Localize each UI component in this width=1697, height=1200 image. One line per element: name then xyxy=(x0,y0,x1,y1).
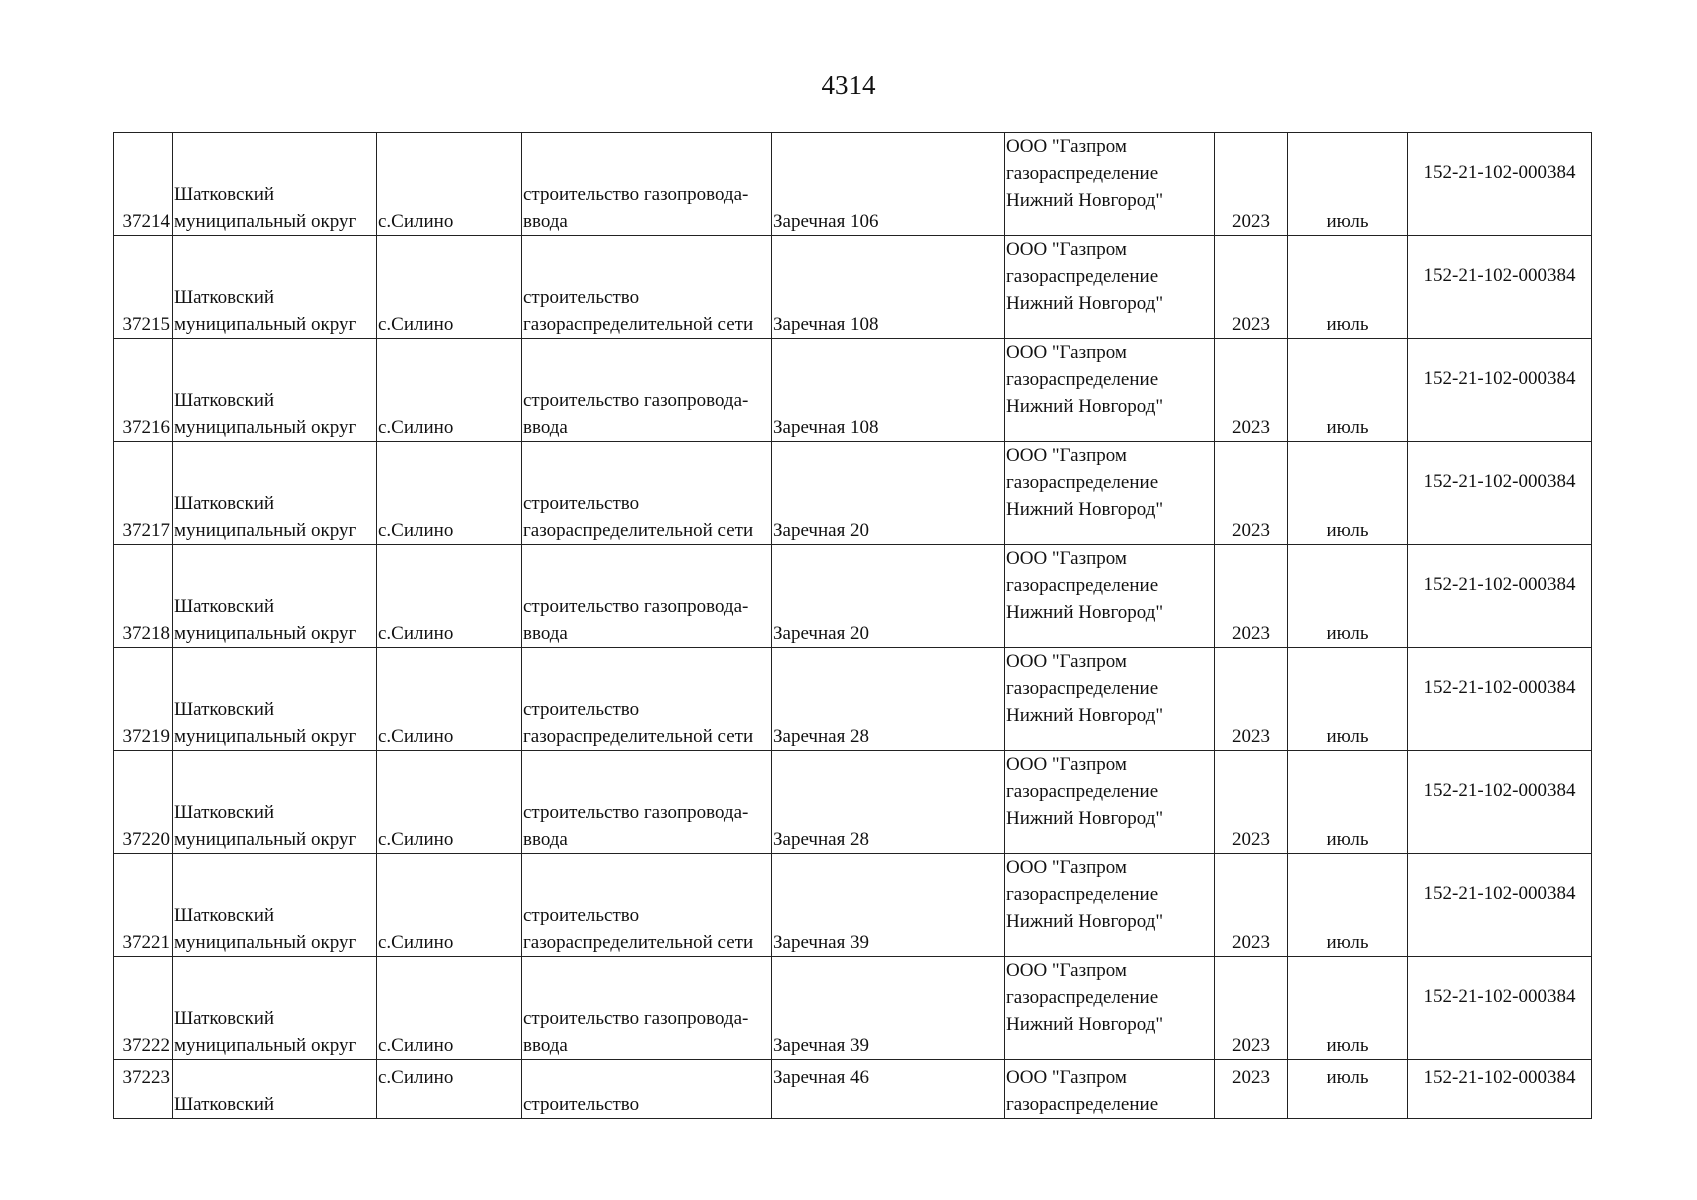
village-cell: с.Силино xyxy=(377,648,522,751)
row-number: 37215 xyxy=(114,236,173,339)
month-cell: июль xyxy=(1288,236,1408,339)
district-cell-line: муниципальный округ xyxy=(174,829,357,850)
work-type-cell-line: строительство xyxy=(523,1094,640,1115)
address-cell: Заречная 39 xyxy=(772,854,1005,957)
row-number: 37214 xyxy=(114,133,173,236)
table-row xyxy=(114,236,1592,339)
year-cell: 2023 xyxy=(1215,751,1288,854)
address-cell: Заречная 46 xyxy=(772,1060,1005,1119)
work-type-cell xyxy=(522,236,772,339)
page-number: 4314 xyxy=(821,70,876,100)
district-cell-line: муниципальный округ xyxy=(174,520,357,541)
district-cell-line: муниципальный округ xyxy=(174,314,357,335)
organization-cell xyxy=(1005,442,1215,545)
work-type-cell-line: строительство газопровода- xyxy=(523,802,749,823)
month-cell: июль xyxy=(1288,957,1408,1060)
work-type-cell xyxy=(522,442,772,545)
work-type-cell xyxy=(522,545,772,648)
work-type-cell-line: газораспределительной сети xyxy=(523,314,754,335)
district-cell xyxy=(173,1060,377,1119)
organization-cell-line: газораспределение xyxy=(1006,678,1159,699)
address-cell: Заречная 28 xyxy=(772,648,1005,751)
district-cell xyxy=(173,339,377,442)
organization-cell xyxy=(1005,236,1215,339)
table-row xyxy=(114,133,1592,236)
year-cell: 2023 xyxy=(1215,133,1288,236)
table-row xyxy=(114,545,1592,648)
district-cell-line: муниципальный округ xyxy=(174,623,357,644)
organization-cell-line: газораспределение xyxy=(1006,987,1159,1008)
organization-cell-line: ООО "Газпром xyxy=(1006,651,1127,672)
code-cell: 152-21-102-000384 xyxy=(1408,751,1592,854)
organization-cell-line: газораспределение xyxy=(1006,1094,1159,1115)
organization-cell-line: Нижний Новгород" xyxy=(1006,190,1164,211)
district-cell-line: муниципальный округ xyxy=(174,1035,357,1056)
organization-cell-line: ООО "Газпром xyxy=(1006,136,1127,157)
district-cell-line: Шатковский xyxy=(174,699,275,720)
year-cell: 2023 xyxy=(1215,339,1288,442)
organization-cell xyxy=(1005,957,1215,1060)
work-type-cell-line: строительство газопровода- xyxy=(523,1008,749,1029)
table-row xyxy=(114,648,1592,751)
row-number: 37219 xyxy=(114,648,173,751)
table-row xyxy=(114,751,1592,854)
district-cell-line: Шатковский xyxy=(174,596,275,617)
month-cell: июль xyxy=(1288,854,1408,957)
work-type-cell-line: строительство xyxy=(523,699,640,720)
organization-cell-line: ООО "Газпром xyxy=(1006,1067,1127,1088)
work-type-cell-line: строительство газопровода- xyxy=(523,390,749,411)
work-type-cell xyxy=(522,133,772,236)
work-type-cell-line: газораспределительной сети xyxy=(523,932,754,953)
district-cell-line: муниципальный округ xyxy=(174,417,357,438)
address-cell: Заречная 108 xyxy=(772,339,1005,442)
village-cell: с.Силино xyxy=(377,133,522,236)
work-type-cell-line: ввода xyxy=(523,829,568,850)
organization-cell-line: газораспределение xyxy=(1006,163,1159,184)
organization-cell-line: ООО "Газпром xyxy=(1006,342,1127,363)
work-type-cell xyxy=(522,751,772,854)
organization-cell-line: ООО "Газпром xyxy=(1006,857,1127,878)
work-type-cell xyxy=(522,339,772,442)
row-number: 37217 xyxy=(114,442,173,545)
row-number: 37221 xyxy=(114,854,173,957)
organization-cell-line: Нижний Новгород" xyxy=(1006,602,1164,623)
organization-cell-line: Нижний Новгород" xyxy=(1006,808,1164,829)
work-type-cell-line: строительство xyxy=(523,493,640,514)
work-type-cell-line: строительство газопровода- xyxy=(523,596,749,617)
organization-cell xyxy=(1005,648,1215,751)
organization-cell-line: ООО "Газпром xyxy=(1006,754,1127,775)
village-cell: с.Силино xyxy=(377,442,522,545)
district-cell-line: Шатковский xyxy=(174,802,275,823)
code-cell: 152-21-102-000384 xyxy=(1408,236,1592,339)
organization-cell xyxy=(1005,751,1215,854)
organization-cell-line: газораспределение xyxy=(1006,575,1159,596)
district-cell-line: муниципальный округ xyxy=(174,932,357,953)
month-cell: июль xyxy=(1288,133,1408,236)
district-cell xyxy=(173,957,377,1060)
village-cell: с.Силино xyxy=(377,957,522,1060)
district-cell xyxy=(173,236,377,339)
table-body xyxy=(114,133,1592,1119)
organization-cell-line: газораспределение xyxy=(1006,369,1159,390)
address-cell: Заречная 39 xyxy=(772,957,1005,1060)
month-cell: июль xyxy=(1288,648,1408,751)
organization-cell-line: Нижний Новгород" xyxy=(1006,396,1164,417)
district-cell xyxy=(173,442,377,545)
address-cell: Заречная 20 xyxy=(772,442,1005,545)
month-cell: июль xyxy=(1288,339,1408,442)
district-cell-line: муниципальный округ xyxy=(174,211,357,232)
work-type-cell xyxy=(522,648,772,751)
organization-cell-line: ООО "Газпром xyxy=(1006,960,1127,981)
district-cell xyxy=(173,854,377,957)
work-type-cell-line: газораспределительной сети xyxy=(523,520,754,541)
code-cell: 152-21-102-000384 xyxy=(1408,1060,1592,1119)
work-type-cell-line: ввода xyxy=(523,417,568,438)
year-cell: 2023 xyxy=(1215,854,1288,957)
code-cell: 152-21-102-000384 xyxy=(1408,339,1592,442)
organization-cell xyxy=(1005,133,1215,236)
organization-cell xyxy=(1005,545,1215,648)
row-number: 37222 xyxy=(114,957,173,1060)
organization-cell-line: газораспределение xyxy=(1006,266,1159,287)
table-row xyxy=(114,339,1592,442)
year-cell: 2023 xyxy=(1215,545,1288,648)
organization-cell-line: ООО "Газпром xyxy=(1006,445,1127,466)
year-cell: 2023 xyxy=(1215,236,1288,339)
organization-cell-line: газораспределение xyxy=(1006,781,1159,802)
table-row xyxy=(114,442,1592,545)
work-type-cell-line: строительство xyxy=(523,905,640,926)
address-cell: Заречная 28 xyxy=(772,751,1005,854)
district-cell-line: Шатковский xyxy=(174,390,275,411)
work-type-cell-line: строительство газопровода- xyxy=(523,184,749,205)
district-cell-line: муниципальный округ xyxy=(174,726,357,747)
village-cell: с.Силино xyxy=(377,236,522,339)
code-cell: 152-21-102-000384 xyxy=(1408,648,1592,751)
work-type-cell-line: ввода xyxy=(523,211,568,232)
work-type-cell-line: строительство xyxy=(523,287,640,308)
organization-cell-line: газораспределение xyxy=(1006,472,1159,493)
district-cell-line: Шатковский xyxy=(174,493,275,514)
organization-cell-line: Нижний Новгород" xyxy=(1006,911,1164,932)
row-number: 37223 xyxy=(114,1060,173,1119)
code-cell: 152-21-102-000384 xyxy=(1408,957,1592,1060)
month-cell: июль xyxy=(1288,751,1408,854)
organization-cell-line: газораспределение xyxy=(1006,884,1159,905)
district-cell xyxy=(173,133,377,236)
village-cell: с.Силино xyxy=(377,545,522,648)
district-cell-line: Шатковский xyxy=(174,1094,275,1115)
village-cell: с.Силино xyxy=(377,1060,522,1119)
organization-cell-line: Нижний Новгород" xyxy=(1006,293,1164,314)
work-type-cell xyxy=(522,957,772,1060)
district-cell xyxy=(173,751,377,854)
row-number: 37216 xyxy=(114,339,173,442)
work-type-cell xyxy=(522,854,772,957)
organization-cell-line: Нижний Новгород" xyxy=(1006,499,1164,520)
address-cell: Заречная 20 xyxy=(772,545,1005,648)
code-cell: 152-21-102-000384 xyxy=(1408,442,1592,545)
village-cell: с.Силино xyxy=(377,854,522,957)
work-type-cell-line: ввода xyxy=(523,623,568,644)
month-cell: июль xyxy=(1288,545,1408,648)
work-type-cell-line: газораспределительной сети xyxy=(523,726,754,747)
code-cell: 152-21-102-000384 xyxy=(1408,545,1592,648)
district-cell xyxy=(173,545,377,648)
organization-cell xyxy=(1005,1060,1215,1119)
registry-table xyxy=(113,132,1592,1119)
table-row xyxy=(114,957,1592,1060)
village-cell: с.Силино xyxy=(377,339,522,442)
organization-cell-line: Нижний Новгород" xyxy=(1006,1014,1164,1035)
month-cell: июль xyxy=(1288,442,1408,545)
district-cell xyxy=(173,648,377,751)
organization-cell-line: Нижний Новгород" xyxy=(1006,705,1164,726)
address-cell: Заречная 108 xyxy=(772,236,1005,339)
work-type-cell xyxy=(522,1060,772,1119)
address-cell: Заречная 106 xyxy=(772,133,1005,236)
organization-cell xyxy=(1005,854,1215,957)
organization-cell xyxy=(1005,339,1215,442)
district-cell-line: Шатковский xyxy=(174,1008,275,1029)
year-cell: 2023 xyxy=(1215,1060,1288,1119)
work-type-cell-line: ввода xyxy=(523,1035,568,1056)
year-cell: 2023 xyxy=(1215,957,1288,1060)
row-number: 37220 xyxy=(114,751,173,854)
code-cell: 152-21-102-000384 xyxy=(1408,133,1592,236)
table-row xyxy=(114,854,1592,957)
row-number: 37218 xyxy=(114,545,173,648)
month-cell: июль xyxy=(1288,1060,1408,1119)
table-row xyxy=(114,1060,1592,1119)
code-cell: 152-21-102-000384 xyxy=(1408,854,1592,957)
organization-cell-line: ООО "Газпром xyxy=(1006,239,1127,260)
organization-cell-line: ООО "Газпром xyxy=(1006,548,1127,569)
village-cell: с.Силино xyxy=(377,751,522,854)
year-cell: 2023 xyxy=(1215,442,1288,545)
district-cell-line: Шатковский xyxy=(174,905,275,926)
district-cell-line: Шатковский xyxy=(174,184,275,205)
year-cell: 2023 xyxy=(1215,648,1288,751)
district-cell-line: Шатковский xyxy=(174,287,275,308)
